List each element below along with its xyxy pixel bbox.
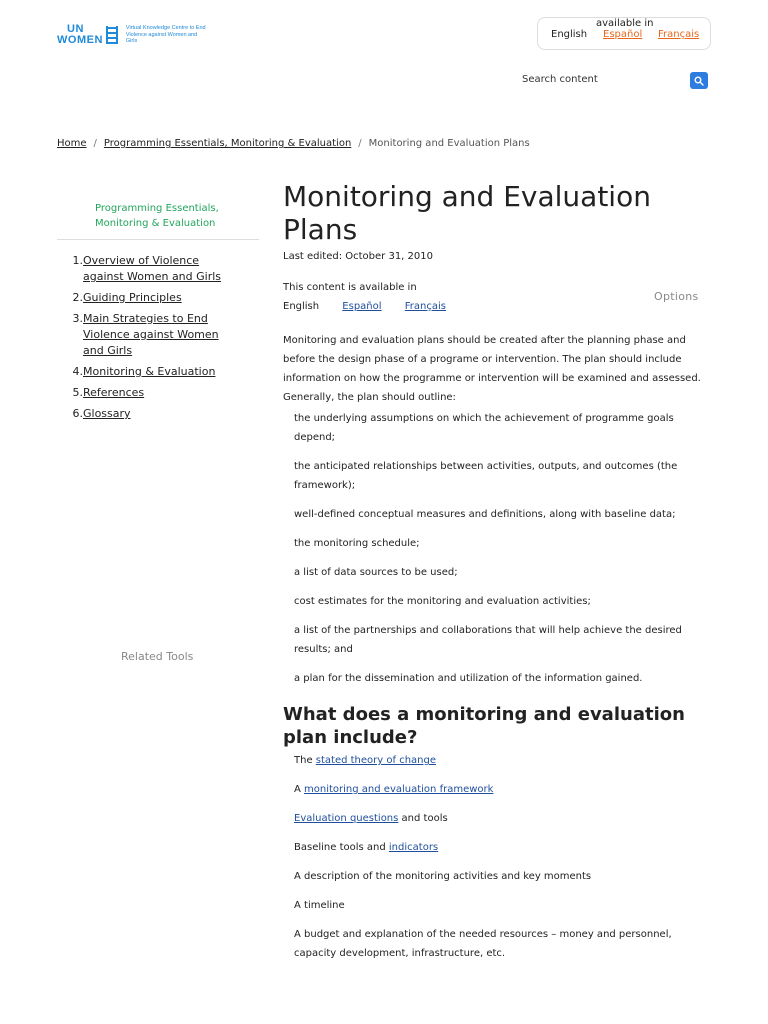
content-language-espanol[interactable]: Español <box>342 301 382 312</box>
language-english[interactable]: English <box>551 29 588 40</box>
breadcrumb-programming-essentials[interactable]: Programming Essentials, Monitoring & Evaluation <box>103 138 352 149</box>
breadcrumb-separator: / <box>358 138 362 149</box>
logo-un: UN <box>67 23 84 35</box>
item-text: The <box>294 755 316 766</box>
sidebar-item <box>57 385 237 401</box>
content-language-english: English <box>283 301 320 312</box>
list-item: well-defined conceptual measures and definitions, along with baseline data; <box>294 509 676 520</box>
logo-women: WOMEN <box>57 34 103 46</box>
sidebar-item-number: 4. <box>72 365 83 378</box>
list-item: the anticipated relationships between activities, outputs, and outcomes (the framework); <box>294 461 678 491</box>
options-button[interactable]: Options <box>654 290 699 303</box>
list-item: cost estimates for the monitoring and evaluation activities; <box>294 596 591 607</box>
includes-list <box>294 751 714 973</box>
intro-paragraph: Monitoring and evaluation plans should be created after the planning phase and before the design phase of a programe or intervention. The plan should include information on how the programme or intervention will be examined and assessed. Generally, the plan should outline: <box>283 335 701 403</box>
language-switcher <box>537 17 711 50</box>
sidebar-item-main-strategies[interactable]: Main Strategies to End Violence against Women and Girls <box>83 312 219 357</box>
related-tools-heading: Related Tools <box>121 650 194 663</box>
breadcrumb-separator: / <box>93 138 97 149</box>
list-item <box>294 780 714 799</box>
search-button[interactable] <box>690 72 708 89</box>
sidebar-item <box>57 364 237 380</box>
item-text: and tools <box>398 813 448 824</box>
search-input[interactable]: Search content <box>522 74 598 85</box>
link-evaluation-questions[interactable]: Evaluation questions <box>294 813 399 824</box>
list-item <box>294 809 714 828</box>
list-item: A timeline <box>294 900 345 911</box>
sidebar-item-guiding-principles[interactable]: Guiding Principles <box>83 291 182 304</box>
search-icon <box>694 76 704 86</box>
last-edited: Last edited: October 31, 2010 <box>283 251 433 262</box>
sidebar-item <box>57 290 237 306</box>
list-item <box>294 751 714 770</box>
item-text: A <box>294 784 305 795</box>
link-theory-of-change[interactable]: stated theory of change <box>315 755 436 766</box>
content-languages <box>283 301 466 312</box>
sidebar-item-references[interactable]: References <box>83 386 145 399</box>
item-text: Baseline tools and <box>294 842 389 853</box>
list-item <box>294 838 714 857</box>
page-title: Monitoring and Evaluation Plans <box>283 180 651 246</box>
sidebar-item <box>57 311 237 359</box>
breadcrumb-home[interactable]: Home <box>57 138 87 149</box>
sidebar-section-title[interactable]: Programming Essentials, Monitoring & Evaluation <box>95 203 219 229</box>
sidebar-item-number: 5. <box>72 386 83 399</box>
un-women-logo[interactable] <box>57 24 206 46</box>
sidebar-nav <box>57 253 237 427</box>
sidebar-item-monitoring-evaluation[interactable]: Monitoring & Evaluation <box>83 365 216 378</box>
sidebar-divider <box>57 239 259 240</box>
logo-wordmark <box>57 24 103 46</box>
list-item: the underlying assumptions on which the achievement of programme goals depend; <box>294 413 674 443</box>
content-available-label: This content is available in <box>283 282 417 293</box>
list-item: A budget and explanation of the needed resources – money and personnel, capacity development, infrastructure, etc. <box>294 929 672 959</box>
sidebar-item-number: 1. <box>72 254 83 267</box>
outline-list <box>294 409 714 698</box>
list-item: a list of the partnerships and collaborations that will help achieve the desired results; and <box>294 625 682 655</box>
list-item: the monitoring schedule; <box>294 538 420 549</box>
sidebar-item-number: 6. <box>72 407 83 420</box>
language-espanol[interactable]: Español <box>603 29 643 40</box>
sidebar-item-overview[interactable]: Overview of Violence against Women and Girls <box>83 254 222 283</box>
sidebar-item <box>57 253 237 285</box>
content-language-francais[interactable]: Français <box>404 301 446 312</box>
logo-emblem-icon <box>106 26 118 44</box>
list-item: a plan for the dissemination and utilization of the information gained. <box>294 673 643 684</box>
section-heading: What does a monitoring and evaluation plan include? <box>283 704 685 748</box>
list-item: A description of the monitoring activities and key moments <box>294 871 592 882</box>
sidebar-item-number: 3. <box>72 312 83 325</box>
sidebar-item-number: 2. <box>72 291 83 304</box>
link-indicators[interactable]: indicators <box>388 842 439 853</box>
breadcrumb-current: Monitoring and Evaluation Plans <box>368 138 530 149</box>
language-francais[interactable]: Français <box>658 29 700 40</box>
logo-tagline: Virtual Knowledge Centre to End Violence against Women and Girls <box>125 25 206 45</box>
language-available-label: available in <box>596 18 654 29</box>
breadcrumb <box>57 138 530 149</box>
list-item: a list of data sources to be used; <box>294 567 458 578</box>
sidebar-item <box>57 406 237 422</box>
link-me-framework[interactable]: monitoring and evaluation framework <box>304 784 494 795</box>
sidebar-item-glossary[interactable]: Glossary <box>83 407 131 420</box>
